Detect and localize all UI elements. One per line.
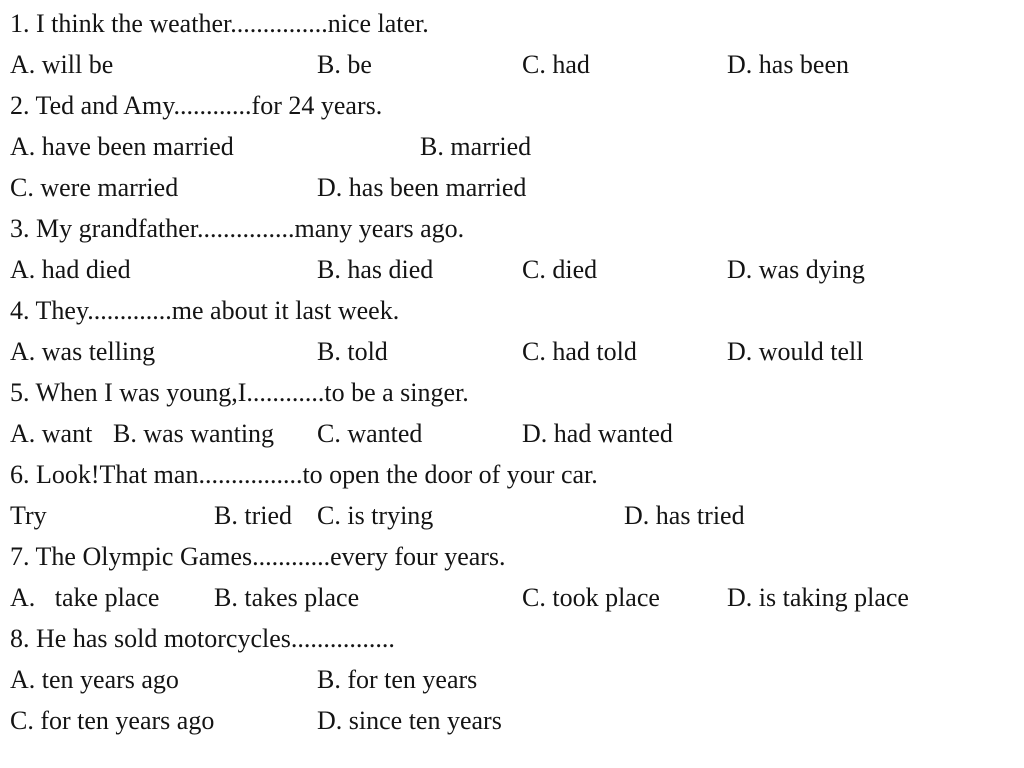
question-1-options	[0, 44, 1024, 85]
option-d: D. had wanted	[522, 419, 673, 448]
option-b: B. has died	[317, 255, 434, 284]
option-d: D. is taking place	[727, 583, 909, 612]
question-3-options	[0, 249, 1024, 290]
question-text: 1. I think the weather...............nice later.	[10, 9, 429, 38]
question-5-stem	[0, 372, 1024, 413]
option-a: A. ten years ago	[10, 665, 179, 694]
option-d: D. since ten years	[317, 706, 502, 735]
question-text: 7. The Olympic Games............every four years.	[10, 542, 506, 571]
option-b: B. be	[317, 50, 372, 79]
question-2-options-row-2	[0, 167, 1024, 208]
question-text: 6. Look!That man................to open the door of your car.	[10, 460, 598, 489]
question-8-stem	[0, 618, 1024, 659]
option-c: C. took place	[522, 583, 660, 612]
option-d: D. would tell	[727, 337, 864, 366]
question-text: 5. When I was young,I............to be a singer.	[10, 378, 469, 407]
question-text: 4. They.............me about it last week.	[10, 296, 400, 325]
question-8-options-row-1	[0, 659, 1024, 700]
option-b: B. was wanting	[113, 419, 275, 448]
question-text: 2. Ted and Amy............for 24 years.	[10, 91, 383, 120]
question-4-stem	[0, 290, 1024, 331]
question-2-options-row-1	[0, 126, 1024, 167]
option-b: B. told	[317, 337, 388, 366]
option-a: A. was telling	[10, 337, 156, 366]
option-d: D. has been married	[317, 173, 527, 202]
question-6-stem	[0, 454, 1024, 495]
option-d: D. has been	[727, 50, 850, 79]
option-a: A. take place	[10, 583, 160, 612]
question-text: 8. He has sold motorcycles................	[10, 624, 395, 653]
option-c: C. for ten years ago	[10, 706, 215, 735]
option-a: Try	[10, 501, 47, 530]
option-a: A. have been married	[10, 132, 234, 161]
option-c: C. had	[522, 50, 590, 79]
option-a: A. will be	[10, 50, 114, 79]
option-a: A. want	[10, 419, 93, 448]
option-c: C. is trying	[317, 501, 434, 530]
option-b: B. takes place	[214, 583, 360, 612]
question-6-options	[0, 495, 1024, 536]
option-c: C. wanted	[317, 419, 423, 448]
question-1-stem	[0, 3, 1024, 44]
question-8-options-row-2	[0, 700, 1024, 741]
question-4-options	[0, 331, 1024, 372]
option-c: C. had told	[522, 337, 637, 366]
option-b: B. for ten years	[317, 665, 478, 694]
question-3-stem	[0, 208, 1024, 249]
question-5-options	[0, 413, 1024, 454]
option-d: D. has tried	[624, 501, 745, 530]
option-c: C. died	[522, 255, 598, 284]
option-d: D. was dying	[727, 255, 865, 284]
option-b: B. tried	[214, 501, 292, 530]
option-c: C. were married	[10, 173, 179, 202]
option-a: A. had died	[10, 255, 131, 284]
question-2-stem	[0, 85, 1024, 126]
question-text: 3. My grandfather...............many years ago.	[10, 214, 465, 243]
question-7-options	[0, 577, 1024, 618]
question-7-stem	[0, 536, 1024, 577]
option-b: B. married	[420, 132, 532, 161]
